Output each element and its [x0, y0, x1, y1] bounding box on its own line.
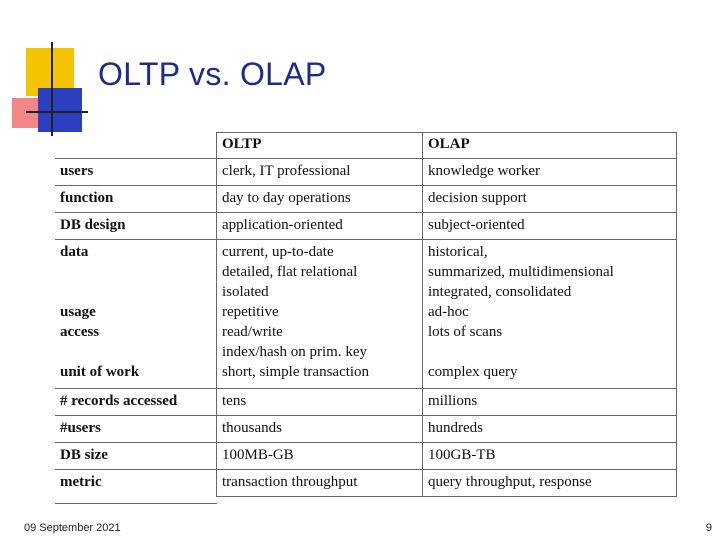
table-row	[55, 416, 677, 443]
table-row-multiline	[55, 240, 677, 389]
header-cell-oltp: OLTP	[217, 133, 423, 159]
row-label: #users	[55, 416, 217, 443]
oltp-line: isolated	[222, 284, 269, 300]
row-label: users	[55, 159, 217, 186]
row-label: access	[60, 324, 100, 340]
page-number: 9	[705, 522, 712, 534]
table-row	[55, 470, 677, 497]
table-bottom-divider	[55, 503, 217, 504]
oltp-line: index/hash on prim. key	[222, 344, 367, 360]
oltp-cell: thousands	[217, 416, 423, 443]
olap-line: lots of scans	[428, 324, 503, 340]
olap-cell: decision support	[423, 186, 677, 213]
row-label: DB size	[55, 443, 217, 470]
row-label: metric	[55, 470, 217, 497]
olap-cell: subject-oriented	[423, 213, 677, 240]
row-label: # records accessed	[55, 389, 217, 416]
row-label: DB design	[55, 213, 217, 240]
row-label-group	[55, 240, 217, 389]
row-label: function	[55, 186, 217, 213]
decor-blue-square	[38, 88, 82, 132]
olap-cell: millions	[423, 389, 677, 416]
table-row	[55, 213, 677, 240]
table-row	[55, 443, 677, 470]
oltp-line: read/write	[222, 324, 283, 340]
decor-vertical-line	[51, 42, 53, 136]
olap-line: summarized, multidimensional	[428, 264, 614, 280]
olap-cell: query throughput, response	[423, 470, 677, 497]
oltp-cell: day to day operations	[217, 186, 423, 213]
table-row	[55, 186, 677, 213]
header-cell-olap: OLAP	[423, 133, 677, 159]
olap-cell: hundreds	[423, 416, 677, 443]
olap-line: integrated, consolidated	[428, 284, 572, 300]
row-label: data	[60, 244, 89, 260]
olap-cell	[423, 240, 677, 389]
oltp-line: short, simple transaction	[222, 364, 370, 380]
table-header-row	[55, 133, 677, 159]
olap-line: historical,	[428, 244, 488, 260]
slide-title: OLTP vs. OLAP	[98, 56, 327, 92]
comparison-table	[55, 132, 677, 497]
oltp-line: current, up-to-date	[222, 244, 334, 260]
oltp-line: detailed, flat relational	[222, 264, 358, 280]
row-label: unit of work	[60, 364, 140, 380]
oltp-cell: application-oriented	[217, 213, 423, 240]
oltp-cell: 100MB-GB	[217, 443, 423, 470]
oltp-cell: transaction throughput	[217, 470, 423, 497]
row-label: usage	[60, 304, 96, 320]
olap-cell: knowledge worker	[423, 159, 677, 186]
decor-horizontal-line	[26, 111, 88, 113]
olap-line: ad-hoc	[428, 304, 469, 320]
olap-line: complex query	[428, 364, 518, 380]
table-row	[55, 159, 677, 186]
table-row	[55, 389, 677, 416]
footer-date: 09 September 2021	[24, 522, 121, 534]
oltp-cell	[217, 240, 423, 389]
header-cell-empty	[55, 133, 217, 159]
olap-cell: 100GB-TB	[423, 443, 677, 470]
oltp-cell: tens	[217, 389, 423, 416]
oltp-cell: clerk, IT professional	[217, 159, 423, 186]
oltp-line: repetitive	[222, 304, 279, 320]
